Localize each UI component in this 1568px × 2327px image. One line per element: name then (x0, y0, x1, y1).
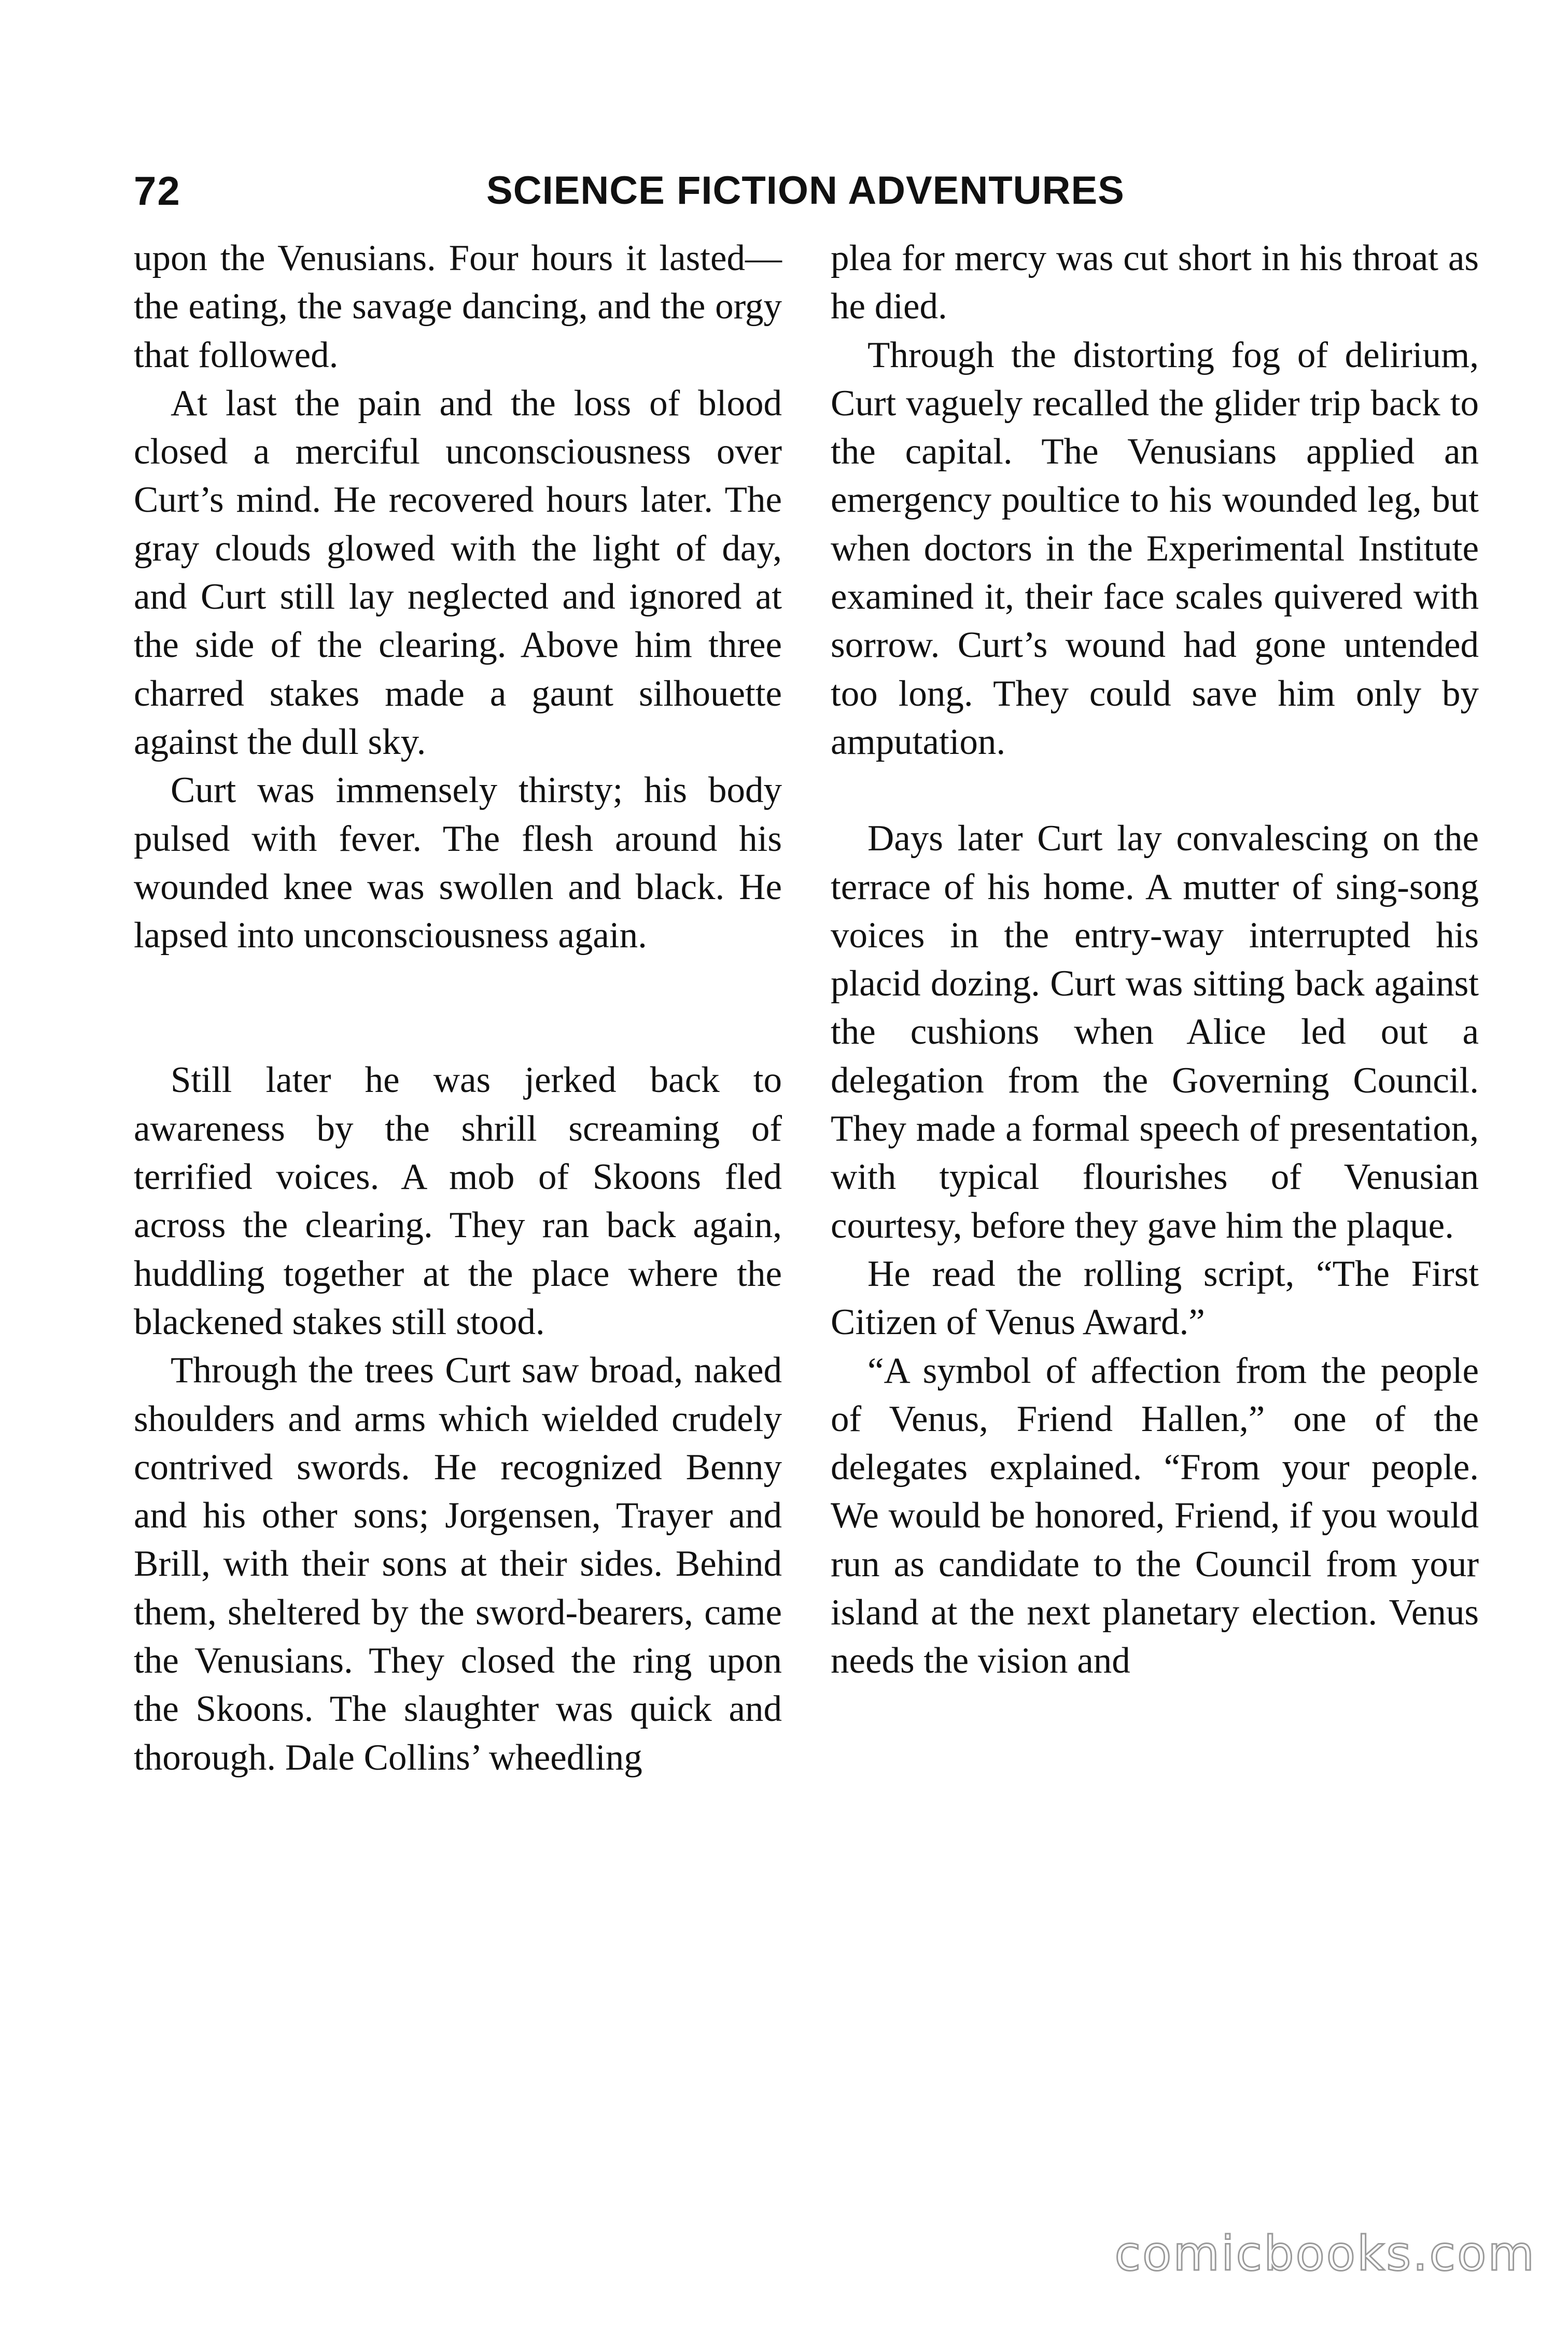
paragraph: He read the rolling script, “The First Citizen of Venus Award.” (831, 1253, 1479, 1343)
paragraph: Through the distorting fog of delirium, Curt vaguely recalled the glider trip back to the capital. The Venusians applied an emergency poultice to his wounded leg, but when doctors in the Experimental Institute examined it, their face scales quivered with sorrow. Curt’s wound had gone untended too long. They could save him only by amputation. (831, 334, 1479, 762)
page-header (134, 165, 1125, 222)
paragraph: Through the trees Curt saw broad, naked shoulders and arms which wielded crudely contrived swords. He recognized Benny and his other sons; Jorgensen, Trayer and Brill, with their sons at their sides. Behind them, sheltered by the sword-bearers, came the Venusians. They closed the ring upon the Skoons. The slaughter was quick and thorough. Dale Collins’ wheedling (134, 1350, 782, 1778)
paragraph: At last the pain and the loss of blood closed a merciful unconsciousness over Curt’s mind. He recovered hours later. The gray clouds glowed with the light of day, and Curt still lay neglected and ignored at the side of the clearing. Above him three charred stakes made a gaunt silhouette against the dull sky. (134, 383, 782, 762)
paragraph: Still later he was jerked back to awareness by the shrill screaming of terrified voices. A mob of Skoons fled across the clearing. They ran back again, huddling together at the place where the blackened stakes still stood. (134, 1060, 782, 1342)
running-head: SCIENCE FICTION ADVENTURES (486, 169, 1125, 213)
paragraph: plea for mercy was cut short in his throat as he died. (831, 238, 1479, 327)
page-number: 72 (134, 168, 181, 214)
left-column (134, 234, 782, 1782)
section-break (831, 766, 1479, 815)
paragraph: upon the Venusians. Four hours it lasted—the eating, the savage dancing, and the orgy that followed. (134, 238, 782, 375)
right-column (831, 234, 1479, 1686)
section-break (134, 960, 782, 1056)
paragraph: “A symbol of affection from the people of Venus, Friend Hallen,” one of the delegates explained. “From your people. We would be honored, Friend, if you would run as candidate to the Council from your island at the next planetary election. Venus needs the vision and (831, 1350, 1479, 1681)
paragraph: Days later Curt lay convalescing on the terrace of his home. A mutter of sing-song voices in the entry-way interrupted his placid dozing. Curt was sitting back against the cushions when Alice led out a delegation from the Governing Council. They made a formal speech of presentation, with typical flourishes of Venusian courtesy, before they gave him the plaque. (831, 818, 1479, 1246)
watermark: comicbooks.com (1114, 2226, 1536, 2281)
paragraph: Curt was immensely thirsty; his body pulsed with fever. The flesh around his wounded knee was swollen and black. He lapsed into unconsciousness again. (134, 770, 782, 956)
